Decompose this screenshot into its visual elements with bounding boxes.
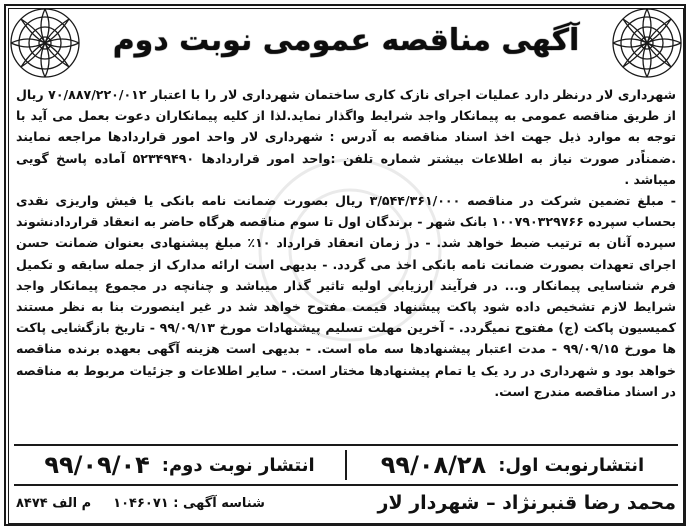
ad-codes <box>16 496 265 511</box>
body-paragraph: - مبلغ تضمین شرکت در مناقصه ۳/۵۴۴/۳۶۱/۰۰۰ ریال بصورت ضمانت نامه بانکی یا فیش واریزی نقدی بحساب سپرده ۱۰۰۷۹۰۳۲۹۷۶۶ بانک شهر - برندگان اول تا سوم مناقصه هرگاه حاضر به انعقاد قراردادنشوند سپرده آنان به ترتیب ضبط خواهد شد. - در زمان انعقاد قرارداد ۱۰٪ مبلغ پیشنهادی بعنوان ضمانت حسن اجرای تعهدات بصورت ضمانت نامه بانکی اخذ می گردد. - بدیهی است ارائه مدارک از جمله سابقه و تکمیل فرم شناسایی پیمانکار و... در فرآیند ارزیابی اولیه تاثیر گذار میباشد و چنانچه در مجموع پیمانکار واجد شرایط لازم تشخیص داده شود پاکت پیشنهاد قیمت مفتوح خواهد شد در غیر اینصورت بنا به نظر مستند کمیسیون پاکت (ج) مفتوح نمیگردد. - آخرین مهلت تسلیم پیشنهادات مورخ ۹۹/۰۹/۱۳ - تاریخ بازگشایی پاکت ها مورخ ۹۹/۰۹/۱۵ - مدت اعتبار پیشنهادها سه ماه است. - بدیهی است هزینه آگهی بعهده برنده مناقصه خواهد بود و شهرداری در رد یک یا تمام پیشنهادها مختار است. - سایر اطلاعات و جزئیات مربوط به مناقصه در اسناد مناقصه مندرج است. <box>16 193 676 399</box>
second-publish <box>14 451 345 479</box>
body-paragraph: شهرداری لار درنظر دارد عملیات اجرای نازک کاری ساختمان شهرداری لار را با اعتبار ۷۰/۸۸۷/۲۲۰/۰۱۲ ریال از طریق مناقصه عمومی به پیمانکار واجد شرایط واگذار نماید.لذا از کلیه پیمانکاران دعوت بعمل می آید با توجه به موارد ذیل جهت اخذ اسناد مناقصه به آدرس : شهرداری لار واحد امور قراردادها مراجعه نمایند .ضمناًدر صورت نیاز به اطلاعات بیشتر شماره تلفن :واحد امور قراردادها ۵۲۳۴۹۴۹۰ آماده پاسخ گویی میباشد . <box>16 87 676 187</box>
first-publish-date: ۹۹/۰۸/۲۸ <box>380 451 487 479</box>
title-bar <box>96 14 596 66</box>
page-title: آگهی مناقصه عمومی نوبت دوم <box>112 22 580 58</box>
second-publish-date: ۹۹/۰۹/۰۴ <box>44 451 150 479</box>
publish-dates <box>14 444 678 486</box>
rosette-icon <box>8 6 82 80</box>
signature: محمد رضا قنبرنژاد – شهردار لار <box>377 492 676 514</box>
first-publish-label: انتشارنوبت اول: <box>498 454 645 476</box>
divider <box>345 450 347 480</box>
footer <box>16 487 676 519</box>
tender-body <box>16 84 676 434</box>
ad-id: شناسه آگهی : ۱۰۴۶۰۷۱ <box>113 495 265 511</box>
second-publish-label: انتشار نوبت دوم: <box>161 454 315 476</box>
first-publish <box>347 451 678 479</box>
rosette-icon <box>610 6 684 80</box>
ad-code: م الف ۸۴۷۴ <box>16 495 92 511</box>
